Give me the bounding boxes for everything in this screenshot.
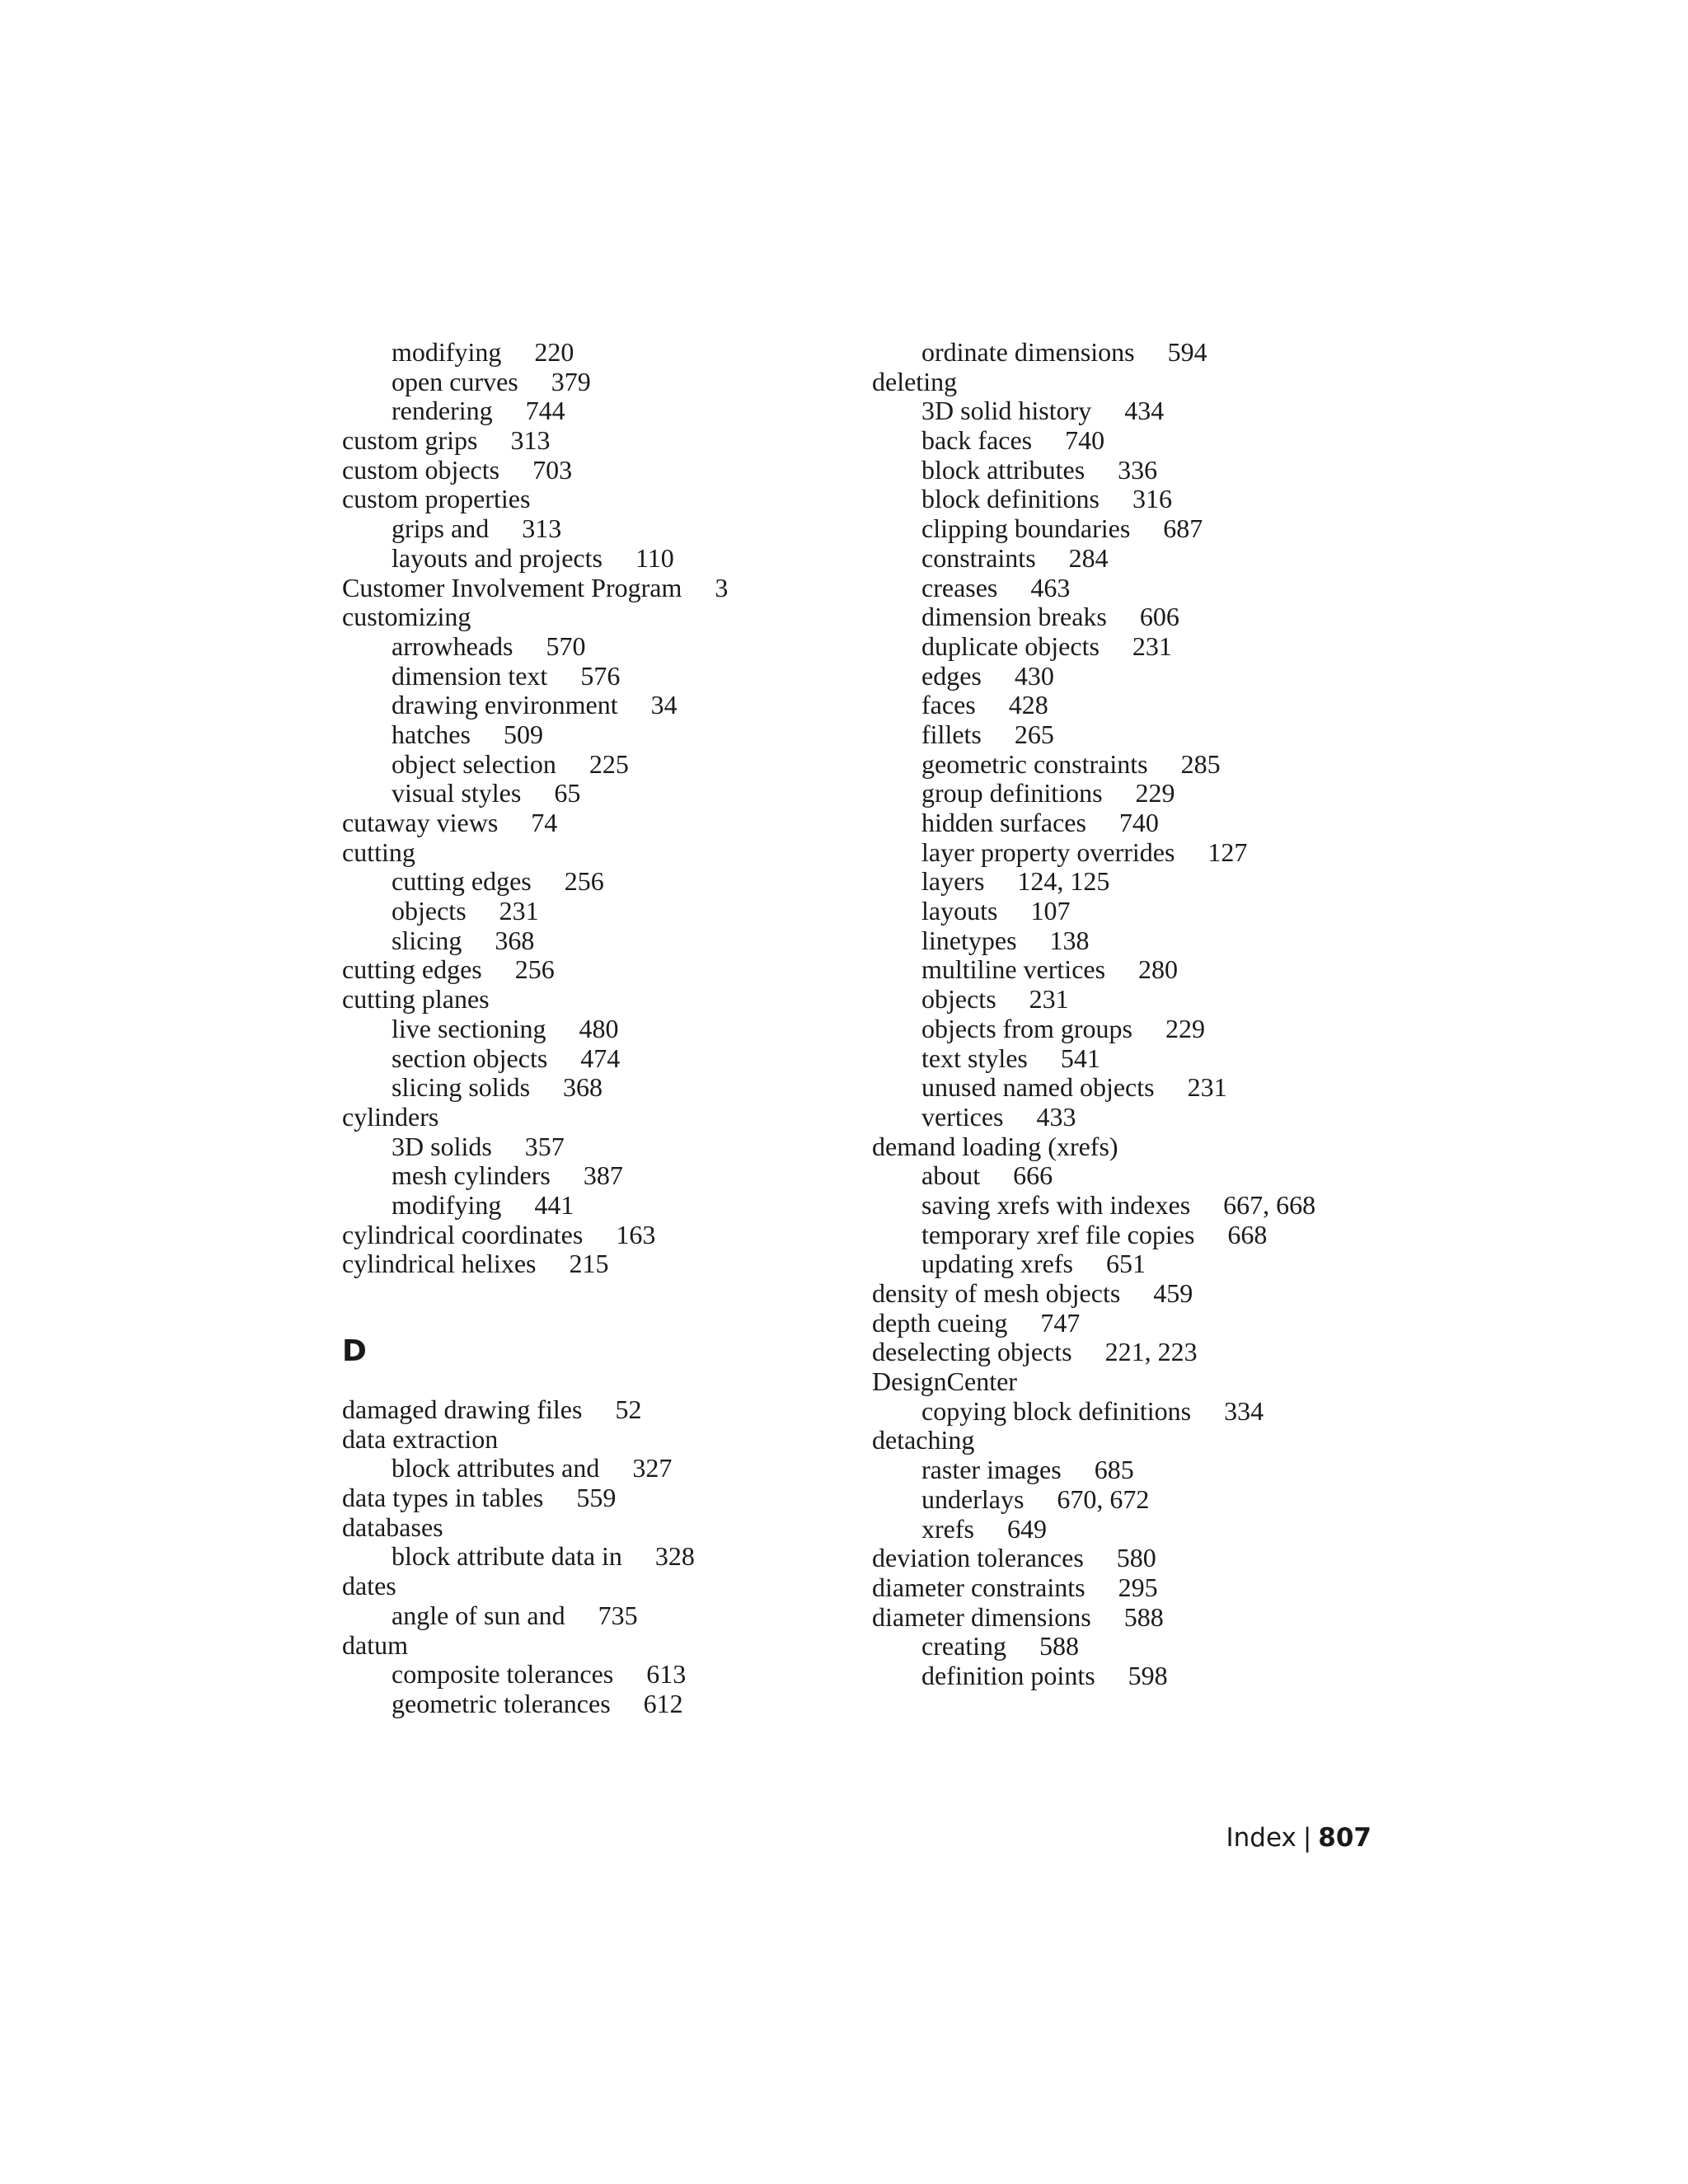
index-entry (342, 1483, 853, 1513)
index-term: saving xrefs with indexes (921, 1189, 1191, 1220)
index-term: customizing (342, 602, 471, 632)
page-reference: 256 (564, 866, 604, 897)
index-term: block attributes and (392, 1453, 600, 1483)
index-term: objects (921, 984, 996, 1015)
page-reference: 598 (1128, 1660, 1168, 1690)
index-term: definition points (921, 1660, 1095, 1690)
index-entry (872, 1367, 1449, 1397)
index-term: ordinate dimensions (921, 337, 1135, 367)
page-reference: 588 (1039, 1631, 1080, 1661)
index-subentry (342, 1073, 853, 1103)
index-term: layer property overrides (921, 837, 1175, 867)
index-term: depth cueing (872, 1307, 1008, 1338)
page-reference: 229 (1135, 778, 1175, 808)
index-term: databases (342, 1511, 443, 1542)
page-reference: 225 (588, 748, 629, 779)
index-term: block attributes (921, 454, 1085, 485)
index-term: deselecting objects (872, 1337, 1072, 1367)
index-term: slicing (392, 925, 462, 955)
index-subentry (342, 1191, 853, 1221)
index-subentry (872, 396, 1449, 426)
index-term: deviation tolerances (872, 1543, 1084, 1573)
index-entry (342, 1513, 853, 1543)
index-subentry (342, 514, 853, 544)
index-entry (342, 1103, 853, 1132)
index-entry-list (342, 338, 853, 1279)
page-reference: 220 (534, 337, 574, 367)
index-entry (872, 368, 1449, 397)
index-subentry (342, 1161, 853, 1191)
index-term: Customer Involvement Program (342, 572, 682, 602)
index-subentry (342, 1690, 853, 1719)
page-reference: 559 (576, 1483, 617, 1513)
index-subentry (872, 1397, 1449, 1427)
entries-group-b (342, 1395, 853, 1719)
index-subentry (872, 602, 1449, 632)
index-subentry (872, 1661, 1449, 1691)
index-subentry (872, 897, 1449, 926)
page-reference: 606 (1139, 602, 1179, 632)
index-term: duplicate objects (921, 630, 1100, 661)
index-term: objects (392, 896, 467, 926)
index-subentry (342, 779, 853, 808)
index-term: cylindrical coordinates (342, 1219, 584, 1249)
index-term: vertices (921, 1101, 1004, 1132)
index-subentry (872, 456, 1449, 485)
index-term: custom grips (342, 425, 478, 456)
page-reference: 735 (598, 1600, 638, 1630)
index-entry (872, 1279, 1449, 1309)
index-term: arrowheads (392, 630, 513, 661)
index-subentry (872, 1221, 1449, 1250)
index-term: open curves (392, 366, 518, 396)
index-entry (872, 1603, 1449, 1633)
index-subentry (872, 955, 1449, 985)
page-reference: 334 (1224, 1395, 1264, 1426)
index-entry (342, 1572, 853, 1601)
index-subentry (342, 1542, 853, 1572)
index-subentry (872, 485, 1449, 514)
index-entry (342, 1425, 853, 1455)
index-term: linetypes (921, 925, 1017, 955)
page-reference: 52 (615, 1394, 642, 1424)
index-term: creating (921, 1631, 1007, 1661)
index-subentry (872, 1485, 1449, 1515)
index-term: deleting (872, 366, 958, 396)
page-number: 807 (1318, 1823, 1372, 1853)
page-reference: 441 (534, 1189, 574, 1220)
index-term: cylinders (342, 1101, 439, 1132)
index-term: live sectioning (392, 1013, 546, 1043)
index-term: datum (342, 1629, 408, 1660)
page-reference: 430 (1014, 660, 1054, 691)
index-term: xrefs (921, 1513, 974, 1544)
footer-section-label: Index (1226, 1823, 1296, 1853)
entries-group-a (342, 338, 853, 1279)
page-reference: 231 (499, 896, 539, 926)
page-reference: 280 (1138, 954, 1179, 985)
index-subentry (342, 691, 853, 720)
index-subentry (342, 544, 853, 574)
index-term: cylindrical helixes (342, 1249, 537, 1279)
index-term: composite tolerances (392, 1659, 614, 1690)
index-subentry (872, 1015, 1449, 1044)
page-reference: 163 (616, 1219, 656, 1249)
index-term: layouts (921, 896, 998, 926)
page-reference: 110 (635, 542, 674, 573)
page-reference: 313 (510, 425, 551, 456)
index-subentry (342, 897, 853, 926)
index-term: dimension text (392, 660, 548, 691)
index-subentry (342, 1015, 853, 1044)
index-subentry (872, 720, 1449, 750)
page-reference: 229 (1165, 1013, 1205, 1043)
page-reference: 328 (654, 1541, 695, 1572)
index-subentry (872, 750, 1449, 780)
page-reference: 649 (1006, 1513, 1047, 1544)
index-entry (342, 808, 853, 838)
index-term: unused named objects (921, 1072, 1155, 1103)
index-entry (342, 485, 853, 514)
page-reference: 368 (495, 925, 535, 955)
page-reference: 34 (650, 690, 678, 720)
page-reference: 379 (551, 366, 591, 396)
page-reference: 613 (646, 1659, 687, 1690)
index-term: cutting edges (392, 866, 532, 897)
page-reference: 509 (503, 719, 543, 749)
page-reference: 295 (1118, 1572, 1158, 1602)
index-term: hatches (392, 719, 471, 749)
index-subentry (342, 632, 853, 662)
page-reference: 65 (554, 778, 581, 808)
index-subentry (872, 838, 1449, 868)
page-reference: 215 (569, 1249, 609, 1279)
index-entry (342, 426, 853, 456)
page-reference: 285 (1180, 748, 1221, 779)
page-reference: 387 (583, 1160, 623, 1191)
index-entry (342, 574, 853, 603)
index-subentry (342, 1132, 853, 1162)
index-term: faces (921, 690, 976, 720)
page-reference: 541 (1060, 1043, 1100, 1073)
index-column-right (872, 338, 1449, 1691)
page-reference: 221, 223 (1104, 1337, 1198, 1367)
page-reference: 612 (643, 1688, 683, 1718)
page-reference: 744 (525, 396, 565, 426)
index-subentry (342, 926, 853, 956)
index-subentry (872, 338, 1449, 368)
index-term: detaching (872, 1425, 975, 1455)
index-column-left (342, 338, 853, 1719)
section-gap (342, 1279, 853, 1323)
index-subentry (872, 1515, 1449, 1544)
footer-separator: | (1302, 1823, 1312, 1853)
index-entry (342, 1395, 853, 1425)
index-subentry (872, 1632, 1449, 1661)
index-term: raster images (921, 1455, 1062, 1485)
page-reference: 138 (1049, 925, 1090, 955)
index-term: custom properties (342, 484, 531, 514)
index-entry (872, 1132, 1449, 1162)
index-term: block attribute data in (392, 1541, 622, 1572)
index-term: creases (921, 572, 998, 602)
page-reference: 594 (1167, 337, 1207, 367)
index-subentry (872, 1103, 1449, 1132)
index-subentry (872, 544, 1449, 574)
page-reference: 107 (1030, 896, 1071, 926)
page-reference: 316 (1132, 484, 1172, 514)
index-term: group definitions (921, 778, 1103, 808)
index-term: cutting edges (342, 954, 482, 985)
index-term: fillets (921, 719, 982, 749)
page-reference: 265 (1014, 719, 1054, 749)
page-reference: 127 (1207, 837, 1248, 867)
page-reference: 256 (514, 954, 555, 985)
index-term: constraints (921, 542, 1036, 573)
index-term: custom objects (342, 454, 500, 485)
index-term: modifying (392, 337, 502, 367)
index-entry (342, 602, 853, 632)
page-footer (1226, 1823, 1372, 1853)
page-reference: 357 (524, 1131, 565, 1161)
index-term: density of mesh objects (872, 1278, 1121, 1308)
index-term: data types in tables (342, 1483, 544, 1513)
index-subentry (342, 1044, 853, 1074)
page-reference: 124, 125 (1017, 866, 1110, 897)
index-term: objects from groups (921, 1013, 1132, 1043)
index-subentry (872, 426, 1449, 456)
index-entry (872, 1573, 1449, 1603)
index-subentry (342, 867, 853, 897)
index-entry-list (342, 1395, 853, 1719)
page-reference: 463 (1030, 572, 1071, 602)
index-term: demand loading (xrefs) (872, 1131, 1118, 1161)
index-term: damaged drawing files (342, 1394, 583, 1424)
index-entry (872, 1426, 1449, 1455)
index-subentry (872, 514, 1449, 544)
index-subentry (872, 985, 1449, 1015)
index-subentry (342, 1601, 853, 1631)
index-term: geometric constraints (921, 748, 1148, 779)
page-reference: 667, 668 (1223, 1189, 1316, 1220)
index-subentry (872, 779, 1449, 808)
page-reference: 474 (580, 1043, 621, 1073)
page-reference: 434 (1124, 396, 1165, 426)
page-reference: 666 (1013, 1160, 1053, 1191)
index-subentry (872, 1161, 1449, 1191)
index-entry (342, 838, 853, 868)
index-term: temporary xref file copies (921, 1219, 1195, 1249)
index-term: diameter dimensions (872, 1601, 1091, 1632)
index-term: block definitions (921, 484, 1100, 514)
index-term: layers (921, 866, 985, 897)
index-subentry (872, 1191, 1449, 1221)
index-term: DesignCenter (872, 1366, 1017, 1397)
page-reference: 327 (632, 1453, 673, 1483)
index-term: updating xrefs (921, 1249, 1073, 1279)
index-term: angle of sun and (392, 1600, 565, 1630)
page-reference: 588 (1123, 1601, 1164, 1632)
page-reference: 480 (579, 1013, 619, 1043)
index-subentry (342, 1454, 853, 1483)
index-subentry (872, 808, 1449, 838)
page-reference: 580 (1116, 1543, 1156, 1573)
page-reference: 703 (532, 454, 573, 485)
index-term: 3D solids (392, 1131, 492, 1161)
index-subentry (872, 1455, 1449, 1485)
index-term: geometric tolerances (392, 1688, 611, 1718)
index-subentry (872, 691, 1449, 720)
index-entry (872, 1309, 1449, 1338)
page-reference: 74 (531, 808, 558, 837)
page-reference: 231 (1187, 1072, 1227, 1103)
index-subentry (342, 662, 853, 691)
index-term: edges (921, 660, 982, 691)
page-reference: 368 (563, 1072, 603, 1103)
index-entry (872, 1544, 1449, 1573)
index-subentry (872, 662, 1449, 691)
page-reference: 428 (1008, 690, 1048, 720)
index-entry (342, 456, 853, 485)
index-subentry (872, 632, 1449, 662)
index-term: 3D solid history (921, 396, 1092, 426)
page-reference: 670, 672 (1057, 1483, 1150, 1514)
index-subentry (872, 574, 1449, 603)
index-entry (342, 1249, 853, 1279)
index-subentry (342, 1660, 853, 1690)
index-term: rendering (392, 396, 493, 426)
index-term: layouts and projects (392, 542, 603, 573)
index-term: data extraction (342, 1423, 499, 1454)
index-term: visual styles (392, 778, 522, 808)
index-term: dates (342, 1571, 396, 1601)
index-term: modifying (392, 1189, 502, 1220)
index-subentry (342, 338, 853, 368)
index-entry (342, 985, 853, 1015)
index-subentry (872, 1044, 1449, 1074)
index-subentry (342, 396, 853, 426)
index-term: text styles (921, 1043, 1028, 1073)
page-reference: 687 (1163, 513, 1203, 544)
index-entry (342, 1221, 853, 1250)
index-entry (342, 955, 853, 985)
index-term: hidden surfaces (921, 808, 1086, 837)
index-subentry (342, 750, 853, 780)
page-reference: 459 (1153, 1278, 1193, 1308)
page-reference: 284 (1068, 542, 1109, 573)
index-entry (872, 1338, 1449, 1367)
page-reference: 3 (715, 572, 729, 602)
page-reference: 747 (1040, 1307, 1081, 1338)
index-subentry (872, 1249, 1449, 1279)
index-subentry (872, 867, 1449, 897)
page-reference: 570 (546, 630, 586, 661)
page-reference: 576 (580, 660, 621, 691)
index-entry (342, 1631, 853, 1661)
index-term: clipping boundaries (921, 513, 1131, 544)
index-subentry (872, 926, 1449, 956)
page-reference: 651 (1105, 1249, 1146, 1279)
page-reference: 336 (1118, 454, 1158, 485)
index-term: drawing environment (392, 690, 618, 720)
index-term: cutting planes (342, 984, 490, 1015)
index-term: multiline vertices (921, 954, 1106, 985)
index-subentry (872, 1073, 1449, 1103)
page-reference: 740 (1065, 425, 1105, 456)
page-reference: 433 (1036, 1101, 1076, 1132)
index-subentry (342, 720, 853, 750)
index-term: slicing solids (392, 1072, 531, 1103)
index-term: mesh cylinders (392, 1160, 551, 1191)
index-term: grips and (392, 513, 490, 544)
page-reference: 740 (1118, 808, 1159, 837)
index-term: cutaway views (342, 808, 499, 837)
index-term: about (921, 1160, 981, 1191)
index-term: section objects (392, 1043, 548, 1073)
index-term: cutting (342, 837, 415, 867)
section-letter-heading: D (342, 1334, 367, 1368)
page-reference: 685 (1094, 1455, 1134, 1485)
index-term: underlays (921, 1483, 1025, 1514)
index-term: dimension breaks (921, 602, 1107, 632)
index-term: diameter constraints (872, 1572, 1085, 1602)
index-term: back faces (921, 425, 1033, 456)
page-reference: 231 (1132, 630, 1172, 661)
page-reference: 668 (1227, 1219, 1268, 1249)
section-gap (342, 1377, 853, 1395)
page-reference: 313 (522, 513, 562, 544)
page-reference: 231 (1029, 984, 1069, 1015)
index-term: copying block definitions (921, 1395, 1192, 1426)
index-term: object selection (392, 748, 556, 779)
index-subentry (342, 368, 853, 397)
